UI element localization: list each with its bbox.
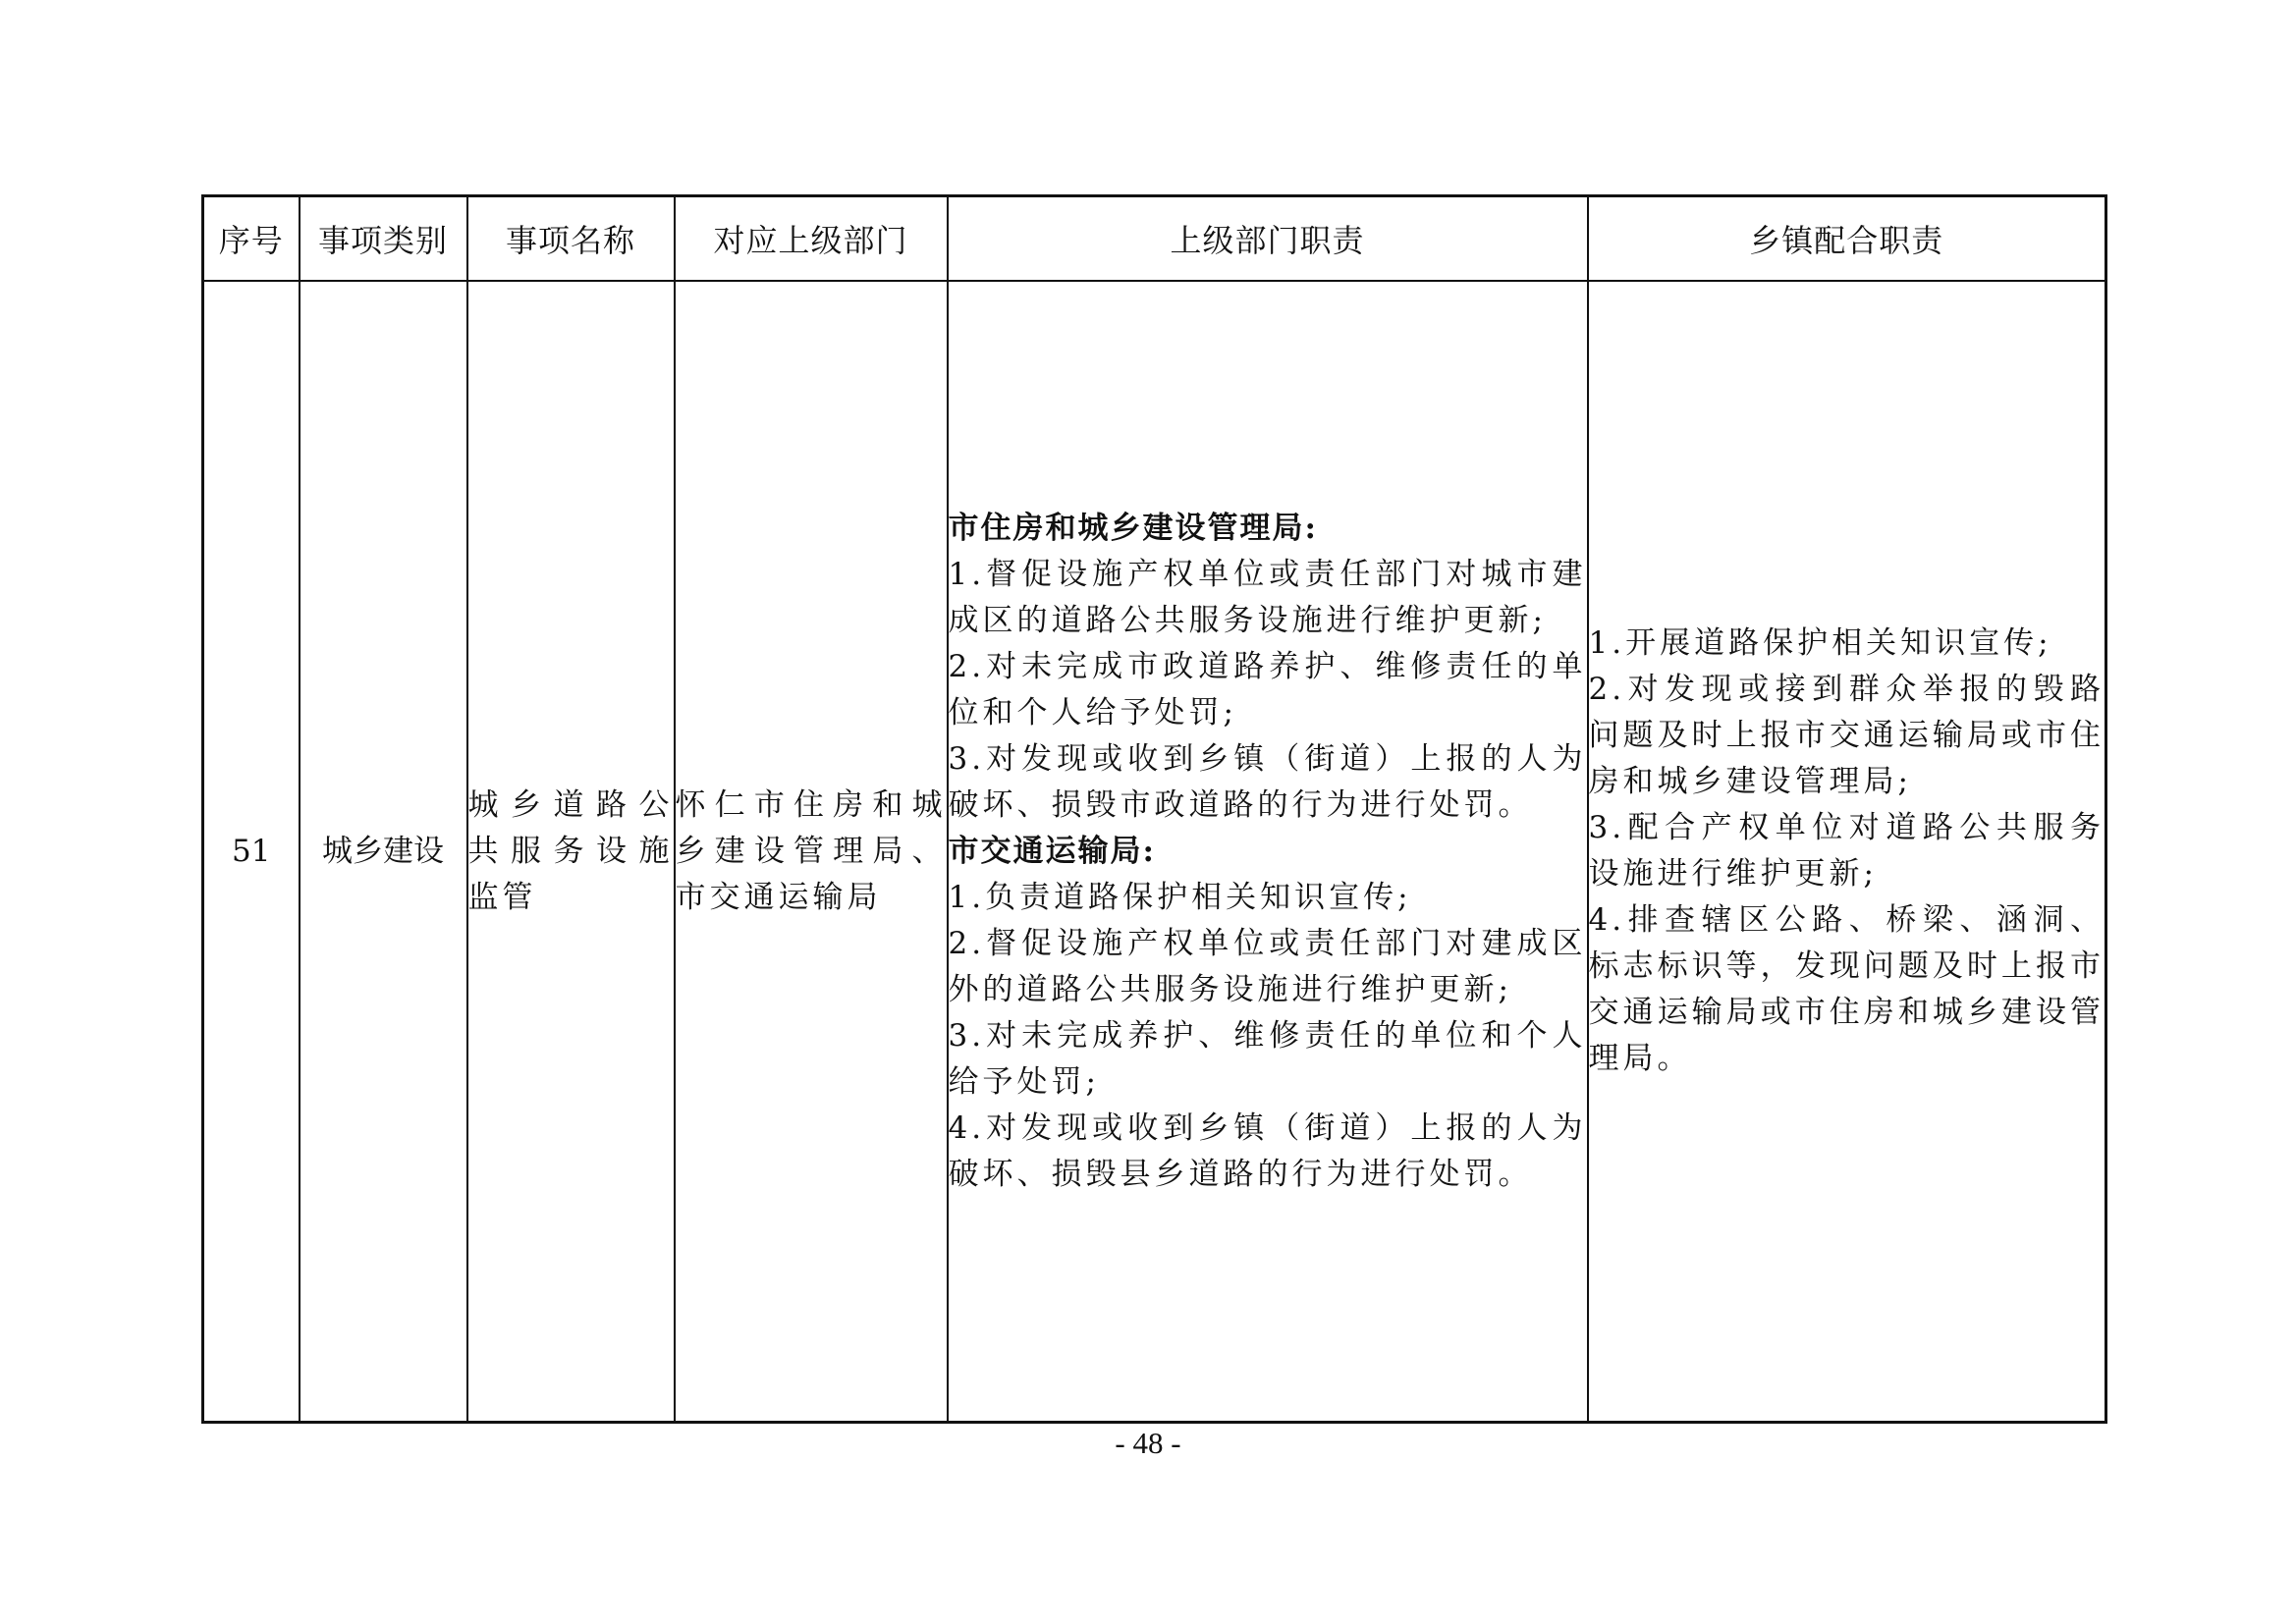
cell-town-duties [1588,281,2106,1423]
transport-duty-3: 3.对未完成养护、维修责任的单位和个人给予处罚; [948,1017,1587,1100]
header-seq: 序号 [203,196,300,282]
dept-housing-title: 市住房和城乡建设管理局: [948,510,1318,546]
town-duty-1: 1.开展道路保护相关知识宣传; [1588,625,2052,661]
table-header-row [203,196,2106,282]
cell-item-name: 城乡道路公共服务设施监管 [467,281,675,1423]
header-upper-duties: 上级部门职责 [948,196,1588,282]
cell-upper-dept: 怀仁市住房和城乡建设管理局、市交通运输局 [675,281,948,1423]
table-row [203,281,2106,1423]
dept-transport-title: 市交通运输局: [948,833,1156,869]
transport-duty-2: 2.督促设施产权单位或责任部门对建成区外的道路公共服务设施进行维护更新; [948,925,1587,1007]
cell-upper-duties [948,281,1588,1423]
header-upper-dept: 对应上级部门 [675,196,948,282]
transport-duty-4: 4.对发现或收到乡镇（街道）上报的人为破坏、损毁县乡道路的行为进行处罚。 [948,1109,1587,1192]
page-number: - 48 - [1115,1426,1181,1460]
transport-duty-1: 1.负责道路保护相关知识宣传; [948,879,1412,915]
town-duty-3: 3.配合产权单位对道路公共服务设施进行维护更新; [1588,810,2105,892]
header-category: 事项类别 [300,196,467,282]
housing-duty-2: 2.对未完成市政道路养护、维修责任的单位和个人给予处罚; [948,648,1587,730]
header-item-name: 事项名称 [467,196,675,282]
cell-category: 城乡建设 [300,281,467,1423]
responsibility-table [201,194,2107,1424]
town-duty-4: 4.排查辖区公路、桥梁、涵洞、标志标识等，发现问题及时上报市交通运输局或市住房和城乡建设管理局。 [1588,902,2105,1076]
housing-duty-3: 3.对发现或收到乡镇（街道）上报的人为破坏、损毁市政道路的行为进行处罚。 [948,740,1587,823]
housing-duty-1: 1.督促设施产权单位或责任部门对城市建成区的道路公共服务设施进行维护更新; [948,556,1587,638]
header-town-duties: 乡镇配合职责 [1588,196,2106,282]
cell-seq: 51 [203,281,300,1423]
town-duty-2: 2.对发现或接到群众举报的毁路问题及时上报市交通运输局或市住房和城乡建设管理局; [1588,672,2105,799]
